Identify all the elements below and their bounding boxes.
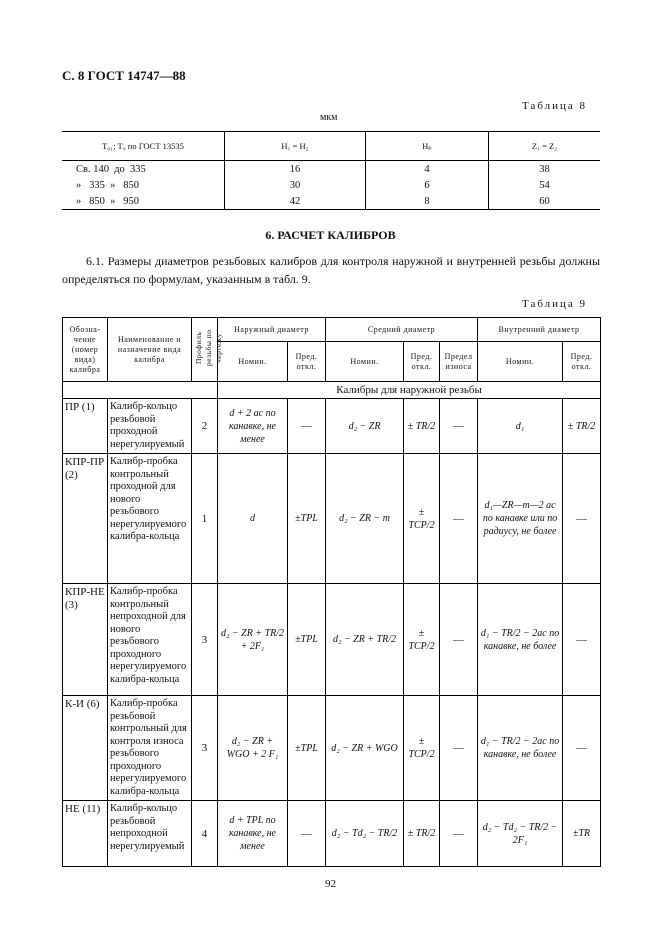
section-title: 6. РАСЧЕТ КАЛИБРОВ (265, 228, 396, 242)
table8-range: » 850 » 950 (62, 193, 225, 210)
table9 (62, 317, 601, 867)
row-outer-nom: d₂ − ZR + TR/2 + 2F₁ (218, 584, 288, 696)
row-outer-nom: d (218, 454, 288, 584)
row-outer-nom: d + TPL по канавке, не менее (218, 801, 288, 867)
row-name: Калибр-пробка резьбовой контрольный для контроля износа резьбового проходного нерегулируемого калибра-кольца (108, 696, 192, 801)
row-mid-dev: ± TCP/2 (404, 696, 440, 801)
row-code: КПР-ПР (2) (63, 454, 108, 584)
row-mid-nom: d₂ − ZR + TR/2 (326, 584, 404, 696)
header-inner: Внутренний диаметр (478, 318, 601, 342)
row-mid-nom: d₂ − ZR − m (326, 454, 404, 584)
table9-title: Таблица 9 (522, 298, 588, 310)
row-mid-dev: ± TR/2 (404, 801, 440, 867)
row-mid-nom: d₂ − ZR (326, 399, 404, 454)
page-header: С. 8 ГОСТ 14747—88 (62, 68, 186, 83)
header-nom: Номин. (326, 342, 404, 382)
header-dev: Пред. откл. (288, 342, 326, 382)
header-mid: Средний диаметр (326, 318, 478, 342)
row-wear: — (440, 696, 478, 801)
paragraph-text: 6.1. Размеры диаметров резьбовых калибров для контроля наружной и внутренней резьбы должны определяться по формулам, указанным в табл. 9. (62, 254, 600, 286)
table9-section-row (63, 382, 601, 399)
row-profile: 3 (192, 696, 218, 801)
row-inner-nom: d₁ − TR/2 − 2aс по канавке, не более (478, 696, 563, 801)
row-mid-nom: d₂ − ZR + WGO (326, 696, 404, 801)
table8-header-row (62, 132, 600, 161)
row-inner-nom: d₂ − Td₂ − TR/2 − 2F₁ (478, 801, 563, 867)
row-code: ПР (1) (63, 399, 108, 454)
table8 (62, 131, 600, 210)
row-outer-dev: ±TPL (288, 696, 326, 801)
table-row (63, 399, 601, 454)
row-inner-nom: d₁ (478, 399, 563, 454)
row-inner-dev: — (563, 696, 601, 801)
row-profile: 2 (192, 399, 218, 454)
row-outer-dev: — (288, 399, 326, 454)
table8-cell: 16 (225, 161, 366, 178)
table8-range: Св. 140 до 335 (76, 163, 146, 175)
row-mid-dev: ± TCP/2 (404, 454, 440, 584)
row-wear: — (440, 399, 478, 454)
row-wear: — (440, 454, 478, 584)
header-nom: Номин. (478, 342, 563, 382)
table8-cell: 38 (489, 161, 601, 178)
table8-range: » 335 » 850 (76, 179, 139, 191)
table8-cell: 6 (366, 177, 489, 193)
row-name: Калибр-кольцо резьбовой проходной нерегулируемый (108, 399, 192, 454)
table-row (63, 801, 601, 867)
table-row (62, 193, 600, 210)
row-outer-dev: ±TPL (288, 454, 326, 584)
table8-header: Z₁ = Z₂ (489, 132, 601, 161)
row-code: КПР-НЕ (3) (63, 584, 108, 696)
row-profile: 1 (192, 454, 218, 584)
row-name: Калибр-кольцо резьбовой непроходной нерегулируемый (108, 801, 192, 867)
table8-cell: 8 (366, 193, 489, 210)
row-outer-dev: ±TPL (288, 584, 326, 696)
row-inner-nom: d₁ − TR/2 − 2aс по канавке, не более (478, 584, 563, 696)
row-code: НЕ (11) (63, 801, 108, 867)
row-inner-dev: — (563, 454, 601, 584)
table-row (63, 696, 601, 801)
row-outer-nom: d₂ − ZR + WGO + 2 F₁ (218, 696, 288, 801)
table8-title: Таблица 8 (522, 100, 588, 112)
row-inner-dev: ±TR (563, 801, 601, 867)
table8-cell: 30 (225, 177, 366, 193)
header-nom: Номин. (218, 342, 288, 382)
header-profile-text: Профиль резьбы по чертежу (194, 329, 223, 367)
header-outer: Наружный диаметр (218, 318, 326, 342)
table8-unit: мкм (320, 112, 338, 123)
row-outer-dev: — (288, 801, 326, 867)
row-name: Калибр-пробка контрольный проходной для нового резьбового нерегулируемого калибра-кольца (108, 454, 192, 584)
header-name: Наименование и назначение вида калибра (108, 318, 192, 382)
header-dev: Пред. откл. (404, 342, 440, 382)
table8-cell: 4 (366, 161, 489, 178)
table8-cell: 42 (225, 193, 366, 210)
table-row (63, 584, 601, 696)
table9-header-row (63, 318, 601, 342)
row-profile: 3 (192, 584, 218, 696)
row-inner-nom: d₁—ZR—m—2 aс по канавке или по радиусу, не более (478, 454, 563, 584)
table-row (62, 177, 600, 193)
row-inner-dev: ± TR/2 (563, 399, 601, 454)
table-row (62, 161, 600, 178)
table-row (63, 454, 601, 584)
row-mid-dev: ± TR/2 (404, 399, 440, 454)
table8-header: T₀₁; T₉ по ГОСТ 13535 (62, 132, 225, 161)
row-outer-nom: d + 2 aс по канавке, не менее (218, 399, 288, 454)
table8-header: H₁ = H₂ (225, 132, 366, 161)
header-dev: Пред. откл. (563, 342, 601, 382)
table8-cell: 54 (489, 177, 601, 193)
row-wear: — (440, 801, 478, 867)
row-wear: — (440, 584, 478, 696)
table8-cell: 60 (489, 193, 601, 210)
row-profile: 4 (192, 801, 218, 867)
page-number: 92 (325, 878, 336, 890)
row-code: К-И (6) (63, 696, 108, 801)
table8-header: Hₚ (366, 132, 489, 161)
section-subheader: Калибры для наружной резьбы (218, 382, 601, 399)
row-mid-nom: d₂ − Td₂ − TR/2 (326, 801, 404, 867)
header-profile (192, 318, 223, 382)
row-name: Калибр-пробка контрольный непроходной для нового резьбового проходного нерегулируемого калибра-кольца (108, 584, 192, 696)
row-mid-dev: ± TCP/2 (404, 584, 440, 696)
row-inner-dev: — (563, 584, 601, 696)
paragraph (62, 252, 600, 288)
spacer (63, 382, 218, 399)
header-designation: Обозна-чение (номер вида) калибра (63, 318, 108, 382)
header-wear: Предел износа (440, 342, 478, 382)
